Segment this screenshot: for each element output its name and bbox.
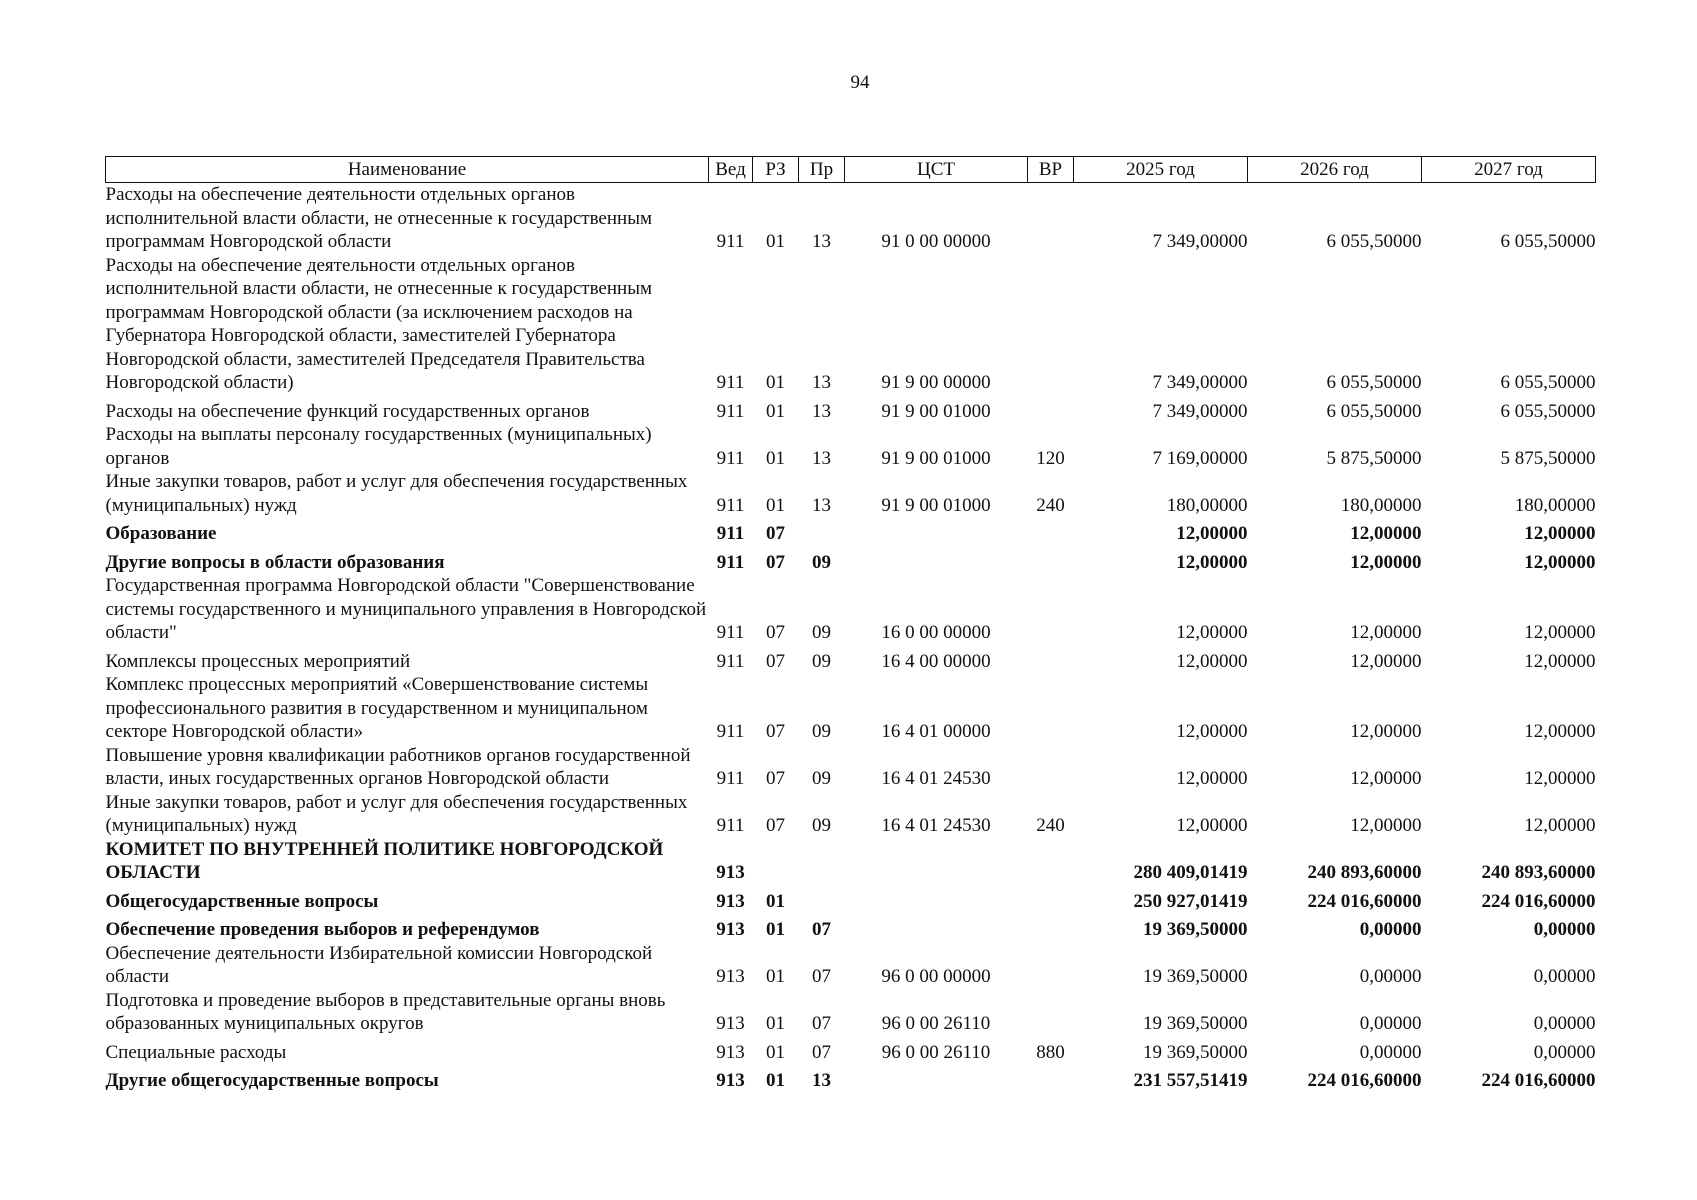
row-cst: 16 4 01 00000 — [881, 721, 991, 742]
row-2025: 7 169,00000 — [1152, 447, 1248, 469]
row-vr — [1028, 574, 1074, 645]
row-vr: 880 — [1036, 1041, 1065, 1063]
header-2027: 2027 год — [1422, 157, 1596, 183]
row-cst: 91 0 00 00000 — [881, 231, 991, 252]
row-2027: 240 893,60000 — [1481, 862, 1596, 883]
row-2025: 12,00000 — [1176, 721, 1248, 742]
table-row — [106, 1036, 1596, 1065]
row-ved: 911 — [716, 231, 745, 252]
row-2027: 12,00000 — [1524, 622, 1596, 643]
row-2026: 12,00000 — [1350, 768, 1422, 789]
row-2027: 12,00000 — [1524, 551, 1596, 573]
row-name: Обеспечение проведения выборов и референдумов — [105, 919, 540, 940]
row-2027: 0,00000 — [1533, 1041, 1596, 1063]
header-name: Наименование — [106, 157, 709, 183]
table-row — [106, 744, 1596, 791]
row-ved: 911 — [716, 815, 745, 836]
row-2025: 7 349,00000 — [1152, 372, 1248, 393]
row-vr: 240 — [1036, 494, 1065, 516]
row-cst: 96 0 00 00000 — [881, 966, 991, 987]
row-vr — [1028, 838, 1074, 885]
header-ved: Вед — [709, 157, 753, 183]
row-name: Государственная программа Новгородской области "Совершенствование системы государственного и муниципального управления в Новгородской области" — [105, 575, 707, 643]
row-cst — [845, 913, 1028, 942]
row-2026: 0,00000 — [1359, 966, 1422, 987]
row-pr: 13 — [812, 1070, 831, 1091]
row-ved: 913 — [716, 1013, 745, 1034]
header-vr: ВР — [1028, 157, 1074, 183]
row-2025: 12,00000 — [1176, 523, 1248, 544]
row-rz: 01 — [766, 966, 785, 987]
header-pr: Пр — [799, 157, 845, 183]
row-cst: 96 0 00 26110 — [881, 1041, 991, 1063]
row-cst: 91 9 00 01000 — [881, 494, 991, 516]
row-rz: 01 — [766, 400, 785, 422]
row-vr — [1028, 942, 1074, 989]
row-ved: 913 — [716, 966, 745, 987]
row-rz: 07 — [766, 721, 785, 742]
table-row — [106, 791, 1596, 838]
row-vr — [1028, 645, 1074, 674]
row-name: Другие вопросы в области образования — [105, 551, 445, 573]
row-pr: 09 — [812, 650, 831, 672]
row-ved: 913 — [716, 919, 745, 940]
row-2027: 12,00000 — [1524, 650, 1596, 672]
row-vr — [1028, 517, 1074, 546]
row-2026: 224 016,60000 — [1307, 890, 1422, 912]
row-rz — [753, 838, 799, 885]
table-row — [106, 395, 1596, 424]
table-row — [106, 470, 1596, 517]
row-vr — [1028, 673, 1074, 744]
row-2026: 12,00000 — [1350, 622, 1422, 643]
row-rz: 01 — [766, 231, 785, 252]
row-ved: 911 — [716, 400, 745, 422]
row-2025: 19 369,50000 — [1143, 966, 1248, 987]
header-2025: 2025 год — [1074, 157, 1248, 183]
row-name: Иные закупки товаров, работ и услуг для обеспечения государственных (муниципальных) нужд — [105, 791, 688, 836]
row-cst — [845, 546, 1028, 575]
row-ved: 911 — [716, 551, 745, 573]
row-pr: 09 — [812, 622, 831, 643]
row-rz: 01 — [766, 372, 785, 393]
row-2026: 6 055,50000 — [1326, 400, 1422, 422]
row-ved: 911 — [716, 622, 745, 643]
row-pr: 09 — [812, 768, 831, 789]
table-row — [106, 574, 1596, 645]
row-cst: 91 9 00 00000 — [881, 372, 991, 393]
header-rz: РЗ — [753, 157, 799, 183]
row-2027: 0,00000 — [1533, 1013, 1596, 1034]
row-name: Комплексы процессных мероприятий — [105, 650, 411, 672]
row-2025: 231 557,51419 — [1133, 1070, 1248, 1091]
row-2025: 12,00000 — [1176, 768, 1248, 789]
row-cst — [845, 838, 1028, 885]
row-2026: 12,00000 — [1350, 721, 1422, 742]
row-2027: 6 055,50000 — [1500, 372, 1596, 393]
row-pr: 07 — [812, 919, 831, 940]
row-2026: 0,00000 — [1359, 1013, 1422, 1034]
row-name: Расходы на выплаты персоналу государственных (муниципальных) органов — [105, 424, 652, 469]
row-rz: 01 — [766, 494, 785, 516]
table-row — [106, 942, 1596, 989]
table-row — [106, 645, 1596, 674]
row-2025: 7 349,00000 — [1152, 231, 1248, 252]
row-rz: 07 — [766, 768, 785, 789]
table-row — [106, 517, 1596, 546]
row-2025: 7 349,00000 — [1152, 400, 1248, 422]
row-vr: 240 — [1036, 815, 1065, 836]
row-ved: 911 — [716, 523, 745, 544]
row-2027: 224 016,60000 — [1481, 1070, 1596, 1091]
row-rz: 07 — [766, 622, 785, 643]
row-vr — [1028, 183, 1074, 254]
row-ved: 911 — [716, 494, 745, 516]
row-name: Иные закупки товаров, работ и услуг для обеспечения государственных (муниципальных) нужд — [105, 471, 688, 516]
row-ved: 911 — [716, 768, 745, 789]
row-pr: 13 — [812, 372, 831, 393]
row-2025: 280 409,01419 — [1133, 862, 1248, 883]
row-pr — [799, 885, 845, 914]
row-2025: 12,00000 — [1176, 622, 1248, 643]
row-rz: 07 — [766, 523, 785, 544]
row-pr: 09 — [812, 815, 831, 836]
row-vr: 120 — [1036, 447, 1065, 469]
row-cst: 16 4 01 24530 — [881, 768, 991, 789]
row-2026: 0,00000 — [1359, 1041, 1422, 1063]
row-name: Комплекс процессных мероприятий «Совершенствование системы профессионального развития в государственном и муниципальном секторе Новгородской области» — [105, 674, 649, 742]
row-name: Подготовка и проведение выборов в представительные органы вновь образованных муниципальных округов — [105, 989, 666, 1034]
row-2027: 12,00000 — [1524, 815, 1596, 836]
row-pr: 09 — [812, 551, 831, 573]
row-2026: 0,00000 — [1359, 919, 1422, 940]
row-2027: 224 016,60000 — [1481, 890, 1596, 912]
row-name: Расходы на обеспечение функций государственных органов — [105, 400, 590, 422]
row-name: Повышение уровня квалификации работников органов государственной власти, иных государственных органов Новгородской области — [105, 744, 691, 789]
row-pr — [799, 838, 845, 885]
row-cst: 91 9 00 01000 — [881, 400, 991, 422]
row-vr — [1028, 989, 1074, 1036]
row-pr: 13 — [812, 447, 831, 469]
row-cst: 16 0 00 00000 — [881, 622, 991, 643]
row-2027: 12,00000 — [1524, 768, 1596, 789]
row-cst — [845, 1064, 1028, 1093]
row-2026: 6 055,50000 — [1326, 231, 1422, 252]
row-name: Образование — [105, 523, 217, 544]
row-vr — [1028, 1064, 1074, 1093]
row-name: Расходы на обеспечение деятельности отдельных органов исполнительной власти области, не отнесенные к государственным программам Новгородской области (за исключением расходов на Губернатора Новгородской области, заместителей Губернатора Новгородской области, заместителей Председателя Правительства Новгородской области) — [105, 254, 652, 393]
row-rz: 01 — [766, 1013, 785, 1034]
row-2027: 6 055,50000 — [1500, 231, 1596, 252]
table-row — [106, 885, 1596, 914]
table-row — [106, 423, 1596, 470]
table-row — [106, 254, 1596, 395]
row-vr — [1028, 913, 1074, 942]
row-name: КОМИТЕТ ПО ВНУТРЕННЕЙ ПОЛИТИКЕ НОВГОРОДСКОЙ ОБЛАСТИ — [105, 838, 664, 883]
row-vr — [1028, 395, 1074, 424]
row-cst — [845, 885, 1028, 914]
row-pr: 09 — [812, 721, 831, 742]
row-pr: 13 — [812, 494, 831, 516]
row-rz: 07 — [766, 650, 785, 672]
table-row — [106, 183, 1596, 254]
row-pr: 13 — [812, 231, 831, 252]
row-ved: 913 — [716, 890, 745, 912]
row-2026: 240 893,60000 — [1307, 862, 1422, 883]
row-cst: 16 4 01 24530 — [881, 815, 991, 836]
table-row — [106, 989, 1596, 1036]
row-rz: 07 — [766, 815, 785, 836]
row-2027: 6 055,50000 — [1500, 400, 1596, 422]
header-cst: ЦСТ — [845, 157, 1028, 183]
row-2027: 5 875,50000 — [1500, 447, 1596, 469]
row-rz: 01 — [766, 1041, 785, 1063]
row-pr — [799, 517, 845, 546]
table-row — [106, 1064, 1596, 1093]
table-row — [106, 546, 1596, 575]
row-2026: 12,00000 — [1350, 815, 1422, 836]
row-ved: 913 — [716, 862, 745, 883]
row-ved: 913 — [716, 1041, 745, 1063]
row-2025: 19 369,50000 — [1143, 1041, 1248, 1063]
row-2026: 12,00000 — [1350, 551, 1422, 573]
row-rz: 01 — [766, 919, 785, 940]
row-name: Специальные расходы — [105, 1041, 287, 1063]
row-ved: 911 — [716, 721, 745, 742]
row-rz: 01 — [766, 447, 785, 469]
row-pr: 07 — [812, 966, 831, 987]
budget-table — [105, 156, 1596, 1093]
row-2025: 180,00000 — [1166, 494, 1248, 516]
row-2027: 0,00000 — [1533, 919, 1596, 940]
table-row — [106, 913, 1596, 942]
table-row — [106, 838, 1596, 885]
row-pr: 07 — [812, 1013, 831, 1034]
row-cst: 96 0 00 26110 — [881, 1013, 991, 1034]
table-header-row — [106, 157, 1596, 183]
row-2025: 12,00000 — [1176, 551, 1248, 573]
row-pr: 07 — [812, 1041, 831, 1063]
row-2026: 6 055,50000 — [1326, 372, 1422, 393]
row-name: Расходы на обеспечение деятельности отдельных органов исполнительной власти области, не отнесенные к государственным программам Новгородской области — [105, 184, 652, 252]
row-ved: 913 — [716, 1070, 745, 1091]
row-2026: 5 875,50000 — [1326, 447, 1422, 469]
row-name: Другие общегосударственные вопросы — [105, 1070, 439, 1091]
row-vr — [1028, 885, 1074, 914]
row-vr — [1028, 254, 1074, 395]
row-rz: 01 — [766, 1070, 785, 1091]
row-cst: 91 9 00 01000 — [881, 447, 991, 469]
row-pr: 13 — [812, 400, 831, 422]
row-2025: 250 927,01419 — [1133, 890, 1248, 912]
row-name: Общегосударственные вопросы — [105, 890, 379, 912]
row-vr — [1028, 546, 1074, 575]
row-2025: 19 369,50000 — [1143, 919, 1248, 940]
row-cst: 16 4 00 00000 — [881, 650, 991, 672]
row-2026: 180,00000 — [1340, 494, 1422, 516]
table-row — [106, 673, 1596, 744]
row-2025: 19 369,50000 — [1143, 1013, 1248, 1034]
row-cst — [845, 517, 1028, 546]
row-2026: 12,00000 — [1350, 650, 1422, 672]
row-2026: 224 016,60000 — [1307, 1070, 1422, 1091]
row-2027: 180,00000 — [1514, 494, 1596, 516]
row-rz: 07 — [766, 551, 785, 573]
row-ved: 911 — [716, 447, 745, 469]
row-2025: 12,00000 — [1176, 650, 1248, 672]
page-number: 94 — [850, 72, 870, 93]
header-2026: 2026 год — [1248, 157, 1422, 183]
row-2026: 12,00000 — [1350, 523, 1422, 544]
row-2027: 12,00000 — [1524, 721, 1596, 742]
row-rz: 01 — [766, 890, 785, 912]
row-2027: 12,00000 — [1524, 523, 1596, 544]
row-2027: 0,00000 — [1533, 966, 1596, 987]
row-ved: 911 — [716, 650, 745, 672]
row-name: Обеспечение деятельности Избирательной комиссии Новгородской области — [105, 942, 653, 987]
row-ved: 911 — [716, 372, 745, 393]
row-vr — [1028, 744, 1074, 791]
row-2025: 12,00000 — [1176, 815, 1248, 836]
